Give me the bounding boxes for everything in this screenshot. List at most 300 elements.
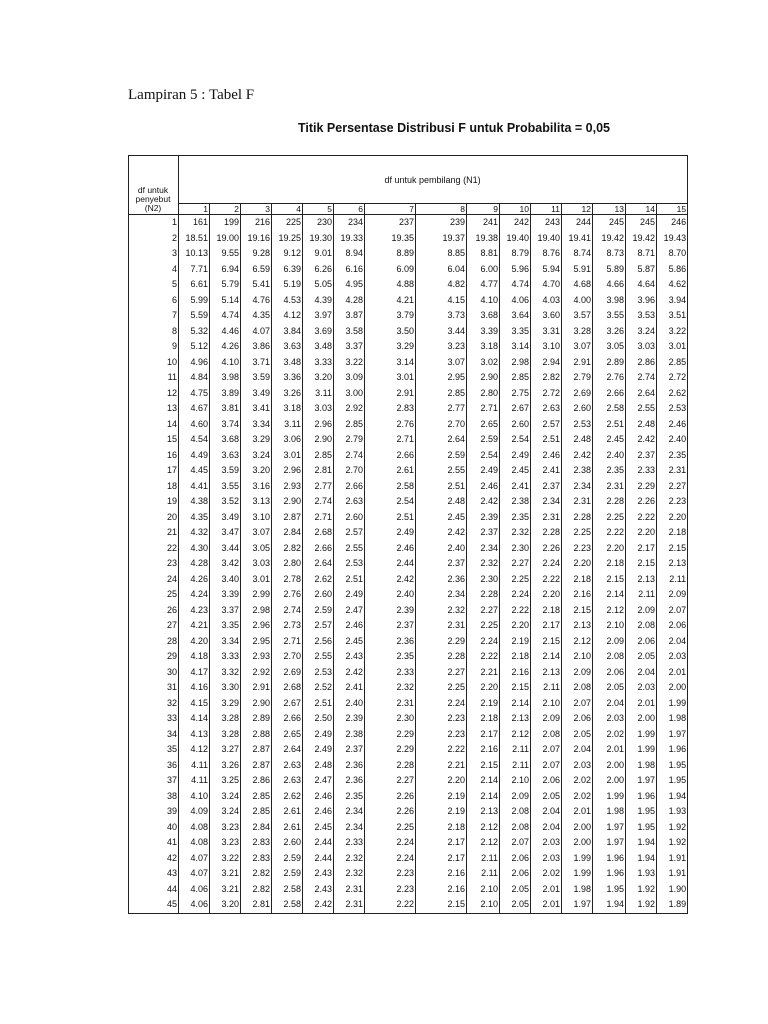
table-cell: 2.19 <box>500 634 531 650</box>
table-cell: 2.45 <box>500 463 531 479</box>
table-cell: 3.27 <box>210 742 241 758</box>
table-cell: 2.92 <box>334 401 365 417</box>
table-row <box>129 789 688 805</box>
table-cell: 4.60 <box>179 417 210 433</box>
table-cell: 2.55 <box>626 401 657 417</box>
table-cell: 19.30 <box>303 231 334 247</box>
table-cell: 3.24 <box>626 324 657 340</box>
table-cell: 2.84 <box>272 525 303 541</box>
table-cell: 2.15 <box>657 541 688 557</box>
table-cell: 2.12 <box>500 727 531 743</box>
table-cell: 1.97 <box>593 835 626 851</box>
table-cell: 1.97 <box>657 727 688 743</box>
table-cell: 2.47 <box>303 773 334 789</box>
table-cell: 2.00 <box>657 680 688 696</box>
table-cell: 4.11 <box>179 758 210 774</box>
table-row <box>129 866 688 882</box>
table-cell: 19.40 <box>500 231 531 247</box>
table-cell: 2.60 <box>334 510 365 526</box>
table-cell: 4.06 <box>500 293 531 309</box>
table-cell: 2.16 <box>416 882 467 898</box>
table-row <box>129 758 688 774</box>
table-cell: 5.86 <box>657 262 688 278</box>
table-cell: 2.82 <box>531 370 562 386</box>
table-cell: 2.06 <box>593 665 626 681</box>
table-cell: 3.09 <box>334 370 365 386</box>
table-cell: 2.02 <box>531 866 562 882</box>
table-cell: 2.86 <box>241 773 272 789</box>
table-cell: 2.22 <box>467 649 500 665</box>
row-header-n2: 19 <box>129 494 179 510</box>
table-cell: 4.28 <box>179 556 210 572</box>
table-cell: 2.26 <box>626 494 657 510</box>
table-cell: 3.29 <box>365 339 416 355</box>
row-header-n2: 39 <box>129 804 179 820</box>
table-cell: 3.97 <box>303 308 334 324</box>
table-cell: 2.57 <box>334 525 365 541</box>
table-cell: 19.42 <box>593 231 626 247</box>
table-cell: 2.33 <box>334 835 365 851</box>
table-cell: 3.69 <box>303 324 334 340</box>
table-cell: 2.00 <box>593 773 626 789</box>
table-cell: 5.94 <box>531 262 562 278</box>
row-header-n2: 29 <box>129 649 179 665</box>
table-row <box>129 804 688 820</box>
table-cell: 2.28 <box>562 510 593 526</box>
table-cell: 1.97 <box>593 820 626 836</box>
table-cell: 2.49 <box>500 448 531 464</box>
column-header-n1-12: 12 <box>562 204 593 215</box>
table-cell: 2.54 <box>500 432 531 448</box>
table-cell: 3.49 <box>241 386 272 402</box>
table-cell: 2.07 <box>531 742 562 758</box>
table-cell: 2.53 <box>303 665 334 681</box>
table-cell: 2.31 <box>593 479 626 495</box>
table-cell: 2.67 <box>272 696 303 712</box>
table-cell: 2.53 <box>334 556 365 572</box>
table-cell: 2.42 <box>562 448 593 464</box>
table-cell: 2.34 <box>531 494 562 510</box>
table-cell: 3.01 <box>241 572 272 588</box>
table-cell: 2.06 <box>657 618 688 634</box>
table-cell: 2.54 <box>467 448 500 464</box>
table-cell: 216 <box>241 215 272 231</box>
table-cell: 3.63 <box>272 339 303 355</box>
table-cell: 3.03 <box>626 339 657 355</box>
table-cell: 3.55 <box>593 308 626 324</box>
table-cell: 2.11 <box>626 587 657 603</box>
table-cell: 4.45 <box>179 463 210 479</box>
table-cell: 2.33 <box>365 665 416 681</box>
n2-label-line-3: (N2) <box>144 203 162 213</box>
table-cell: 3.98 <box>593 293 626 309</box>
table-cell: 4.35 <box>179 510 210 526</box>
row-header-n2: 25 <box>129 587 179 603</box>
table-cell: 2.89 <box>241 711 272 727</box>
table-cell: 2.29 <box>365 727 416 743</box>
table-cell: 3.26 <box>593 324 626 340</box>
table-cell: 2.32 <box>416 603 467 619</box>
table-cell: 1.98 <box>626 758 657 774</box>
table-cell: 2.37 <box>365 618 416 634</box>
table-cell: 2.87 <box>272 510 303 526</box>
table-cell: 6.04 <box>416 262 467 278</box>
row-header-n2: 24 <box>129 572 179 588</box>
table-cell: 2.19 <box>416 789 467 805</box>
table-cell: 2.66 <box>334 479 365 495</box>
table-cell: 2.74 <box>303 494 334 510</box>
row-header-n2: 38 <box>129 789 179 805</box>
row-header-n2: 34 <box>129 727 179 743</box>
row-header-n2: 42 <box>129 851 179 867</box>
table-cell: 2.32 <box>334 851 365 867</box>
table-cell: 2.36 <box>365 634 416 650</box>
table-cell: 2.05 <box>531 789 562 805</box>
table-cell: 2.87 <box>241 758 272 774</box>
table-cell: 1.95 <box>657 758 688 774</box>
table-cell: 4.53 <box>272 293 303 309</box>
table-cell: 3.33 <box>303 355 334 371</box>
table-cell: 4.18 <box>179 649 210 665</box>
table-cell: 3.21 <box>210 866 241 882</box>
table-cell: 2.22 <box>593 525 626 541</box>
table-cell: 19.42 <box>626 231 657 247</box>
table-cell: 2.20 <box>626 525 657 541</box>
table-cell: 2.42 <box>365 572 416 588</box>
table-cell: 2.29 <box>626 479 657 495</box>
table-cell: 5.19 <box>272 277 303 293</box>
table-cell: 3.24 <box>241 448 272 464</box>
table-cell: 2.28 <box>531 525 562 541</box>
table-cell: 2.51 <box>365 510 416 526</box>
table-cell: 2.82 <box>241 866 272 882</box>
table-cell: 4.77 <box>467 277 500 293</box>
table-cell: 4.41 <box>179 479 210 495</box>
table-cell: 4.84 <box>179 370 210 386</box>
table-cell: 4.88 <box>365 277 416 293</box>
table-cell: 4.20 <box>179 634 210 650</box>
table-cell: 8.73 <box>593 246 626 262</box>
n2-header <box>129 156 179 215</box>
table-cell: 2.15 <box>562 603 593 619</box>
table-cell: 234 <box>334 215 365 231</box>
table-cell: 1.94 <box>626 835 657 851</box>
table-cell: 2.04 <box>626 665 657 681</box>
table-cell: 2.23 <box>365 882 416 898</box>
table-cell: 3.30 <box>210 680 241 696</box>
table-cell: 19.40 <box>531 231 562 247</box>
table-cell: 2.32 <box>334 866 365 882</box>
table-cell: 1.99 <box>626 727 657 743</box>
table-cell: 2.27 <box>365 773 416 789</box>
table-cell: 3.07 <box>562 339 593 355</box>
table-row <box>129 851 688 867</box>
table-cell: 2.59 <box>416 448 467 464</box>
table-cell: 2.15 <box>626 556 657 572</box>
table-cell: 3.44 <box>416 324 467 340</box>
table-cell: 3.22 <box>334 355 365 371</box>
table-cell: 2.17 <box>467 727 500 743</box>
table-cell: 2.07 <box>531 758 562 774</box>
table-cell: 2.20 <box>657 510 688 526</box>
table-body <box>129 215 688 914</box>
table-cell: 2.01 <box>531 897 562 913</box>
table-cell: 2.55 <box>334 541 365 557</box>
table-cell: 2.11 <box>531 680 562 696</box>
row-header-n2: 15 <box>129 432 179 448</box>
table-cell: 4.35 <box>241 308 272 324</box>
table-row <box>129 665 688 681</box>
table-cell: 4.95 <box>334 277 365 293</box>
table-cell: 1.96 <box>593 866 626 882</box>
table-cell: 3.60 <box>531 308 562 324</box>
table-cell: 4.08 <box>179 835 210 851</box>
table-cell: 2.35 <box>657 448 688 464</box>
table-cell: 2.48 <box>416 494 467 510</box>
table-cell: 2.00 <box>626 711 657 727</box>
table-cell: 2.83 <box>241 851 272 867</box>
table-cell: 4.21 <box>179 618 210 634</box>
table-cell: 237 <box>365 215 416 231</box>
row-header-n2: 45 <box>129 897 179 913</box>
table-cell: 2.00 <box>562 820 593 836</box>
table-cell: 3.59 <box>241 370 272 386</box>
table-cell: 1.92 <box>626 882 657 898</box>
table-cell: 3.34 <box>241 417 272 433</box>
table-cell: 2.42 <box>467 494 500 510</box>
table-cell: 2.03 <box>531 835 562 851</box>
table-cell: 4.07 <box>241 324 272 340</box>
table-cell: 2.01 <box>593 742 626 758</box>
table-cell: 3.98 <box>210 370 241 386</box>
table-cell: 2.92 <box>241 665 272 681</box>
column-header-n1-10: 10 <box>500 204 531 215</box>
table-cell: 4.76 <box>241 293 272 309</box>
table-row <box>129 618 688 634</box>
table-cell: 2.34 <box>562 479 593 495</box>
table-cell: 3.18 <box>272 401 303 417</box>
n2-label-line-1: df untuk <box>137 185 169 195</box>
table-cell: 2.40 <box>657 432 688 448</box>
table-cell: 2.80 <box>272 556 303 572</box>
table-cell: 3.28 <box>210 727 241 743</box>
table-cell: 3.11 <box>272 417 303 433</box>
table-cell: 2.81 <box>303 463 334 479</box>
column-header-n1-4: 4 <box>272 204 303 215</box>
table-cell: 2.13 <box>626 572 657 588</box>
table-cell: 2.79 <box>334 432 365 448</box>
table-cell: 2.27 <box>467 603 500 619</box>
table-cell: 2.04 <box>657 634 688 650</box>
table-cell: 8.94 <box>334 246 365 262</box>
table-cell: 2.09 <box>657 587 688 603</box>
row-header-n2: 23 <box>129 556 179 572</box>
table-cell: 8.70 <box>657 246 688 262</box>
column-header-row <box>129 204 688 215</box>
table-cell: 2.39 <box>365 603 416 619</box>
row-header-n2: 8 <box>129 324 179 340</box>
table-cell: 2.06 <box>531 773 562 789</box>
table-cell: 2.13 <box>562 618 593 634</box>
table-cell: 243 <box>531 215 562 231</box>
table-cell: 2.45 <box>593 432 626 448</box>
table-cell: 2.80 <box>467 386 500 402</box>
table-cell: 2.19 <box>416 804 467 820</box>
row-header-n2: 35 <box>129 742 179 758</box>
table-cell: 2.90 <box>241 696 272 712</box>
table-cell: 8.76 <box>531 246 562 262</box>
table-cell: 3.39 <box>210 587 241 603</box>
table-cell: 2.48 <box>626 417 657 433</box>
table-cell: 2.69 <box>272 665 303 681</box>
table-cell: 2.02 <box>562 773 593 789</box>
table-cell: 2.14 <box>467 789 500 805</box>
table-cell: 1.91 <box>657 866 688 882</box>
table-cell: 3.22 <box>210 851 241 867</box>
table-cell: 3.10 <box>531 339 562 355</box>
table-cell: 3.79 <box>365 308 416 324</box>
table-cell: 2.71 <box>272 634 303 650</box>
table-cell: 2.13 <box>467 804 500 820</box>
table-cell: 1.92 <box>657 820 688 836</box>
table-cell: 2.85 <box>500 370 531 386</box>
table-cell: 2.76 <box>593 370 626 386</box>
table-cell: 3.35 <box>500 324 531 340</box>
table-cell: 2.61 <box>272 804 303 820</box>
table-cell: 2.72 <box>531 386 562 402</box>
table-cell: 2.36 <box>334 773 365 789</box>
table-row <box>129 231 688 247</box>
table-cell: 2.20 <box>562 556 593 572</box>
table-cell: 4.15 <box>179 696 210 712</box>
table-cell: 2.04 <box>531 804 562 820</box>
table-cell: 2.69 <box>562 386 593 402</box>
table-cell: 2.18 <box>657 525 688 541</box>
table-cell: 6.00 <box>467 262 500 278</box>
table-cell: 2.44 <box>303 835 334 851</box>
table-cell: 2.75 <box>500 386 531 402</box>
table-cell: 2.03 <box>531 851 562 867</box>
table-cell: 4.75 <box>179 386 210 402</box>
table-cell: 2.08 <box>562 680 593 696</box>
table-row <box>129 897 688 913</box>
table-cell: 3.18 <box>467 339 500 355</box>
table-cell: 3.96 <box>626 293 657 309</box>
row-header-n2: 41 <box>129 835 179 851</box>
table-cell: 2.26 <box>531 541 562 557</box>
n2-label-line-2: penyebut <box>135 194 171 204</box>
table-cell: 2.31 <box>365 696 416 712</box>
table-cell: 3.03 <box>303 401 334 417</box>
table-cell: 2.06 <box>562 711 593 727</box>
table-cell: 2.34 <box>334 820 365 836</box>
table-cell: 1.99 <box>593 789 626 805</box>
table-cell: 2.42 <box>626 432 657 448</box>
table-cell: 2.37 <box>467 525 500 541</box>
table-cell: 2.74 <box>626 370 657 386</box>
table-cell: 3.32 <box>210 665 241 681</box>
table-cell: 2.85 <box>657 355 688 371</box>
table-cell: 2.96 <box>303 417 334 433</box>
table-cell: 2.77 <box>416 401 467 417</box>
table-cell: 3.73 <box>416 308 467 324</box>
table-cell: 2.42 <box>416 525 467 541</box>
table-cell: 5.59 <box>179 308 210 324</box>
table-cell: 2.59 <box>272 851 303 867</box>
table-cell: 2.32 <box>500 525 531 541</box>
table-cell: 8.71 <box>626 246 657 262</box>
table-cell: 4.14 <box>179 711 210 727</box>
table-cell: 2.84 <box>241 820 272 836</box>
table-cell: 2.10 <box>531 696 562 712</box>
table-cell: 2.53 <box>657 401 688 417</box>
column-header-n1-1: 1 <box>179 204 210 215</box>
table-cell: 2.19 <box>467 696 500 712</box>
table-cell: 3.94 <box>657 293 688 309</box>
table-cell: 2.18 <box>467 711 500 727</box>
table-cell: 19.33 <box>334 231 365 247</box>
table-cell: 3.87 <box>334 308 365 324</box>
table-cell: 2.24 <box>416 696 467 712</box>
table-cell: 1.99 <box>562 851 593 867</box>
table-cell: 2.46 <box>657 417 688 433</box>
table-cell: 2.14 <box>500 696 531 712</box>
table-cell: 9.28 <box>241 246 272 262</box>
table-cell: 4.12 <box>272 308 303 324</box>
table-cell: 3.57 <box>562 308 593 324</box>
table-cell: 1.97 <box>626 773 657 789</box>
table-cell: 2.01 <box>626 696 657 712</box>
table-cell: 2.85 <box>241 789 272 805</box>
table-row <box>129 680 688 696</box>
table-cell: 2.73 <box>272 618 303 634</box>
row-header-n2: 9 <box>129 339 179 355</box>
table-cell: 2.24 <box>467 634 500 650</box>
table-cell: 4.28 <box>334 293 365 309</box>
table-cell: 3.84 <box>272 324 303 340</box>
table-cell: 2.63 <box>531 401 562 417</box>
row-header-n2: 21 <box>129 525 179 541</box>
table-cell: 2.20 <box>467 680 500 696</box>
table-cell: 2.01 <box>657 665 688 681</box>
table-cell: 2.20 <box>593 541 626 557</box>
column-header-n1-15: 15 <box>657 204 688 215</box>
table-cell: 2.67 <box>500 401 531 417</box>
table-cell: 2.04 <box>593 696 626 712</box>
table-row <box>129 556 688 572</box>
table-cell: 2.26 <box>365 789 416 805</box>
table-cell: 1.98 <box>562 882 593 898</box>
table-cell: 199 <box>210 215 241 231</box>
table-cell: 2.14 <box>593 587 626 603</box>
table-cell: 2.16 <box>467 742 500 758</box>
table-cell: 2.31 <box>416 618 467 634</box>
table-cell: 3.68 <box>210 432 241 448</box>
table-cell: 2.87 <box>241 742 272 758</box>
table-cell: 241 <box>467 215 500 231</box>
table-row <box>129 742 688 758</box>
table-cell: 1.96 <box>626 789 657 805</box>
table-cell: 2.18 <box>416 820 467 836</box>
table-cell: 2.14 <box>467 773 500 789</box>
table-cell: 2.50 <box>303 711 334 727</box>
table-cell: 4.67 <box>179 401 210 417</box>
table-row <box>129 587 688 603</box>
table-cell: 2.10 <box>467 882 500 898</box>
table-cell: 2.22 <box>416 742 467 758</box>
table-cell: 2.57 <box>303 618 334 634</box>
table-cell: 3.16 <box>241 479 272 495</box>
